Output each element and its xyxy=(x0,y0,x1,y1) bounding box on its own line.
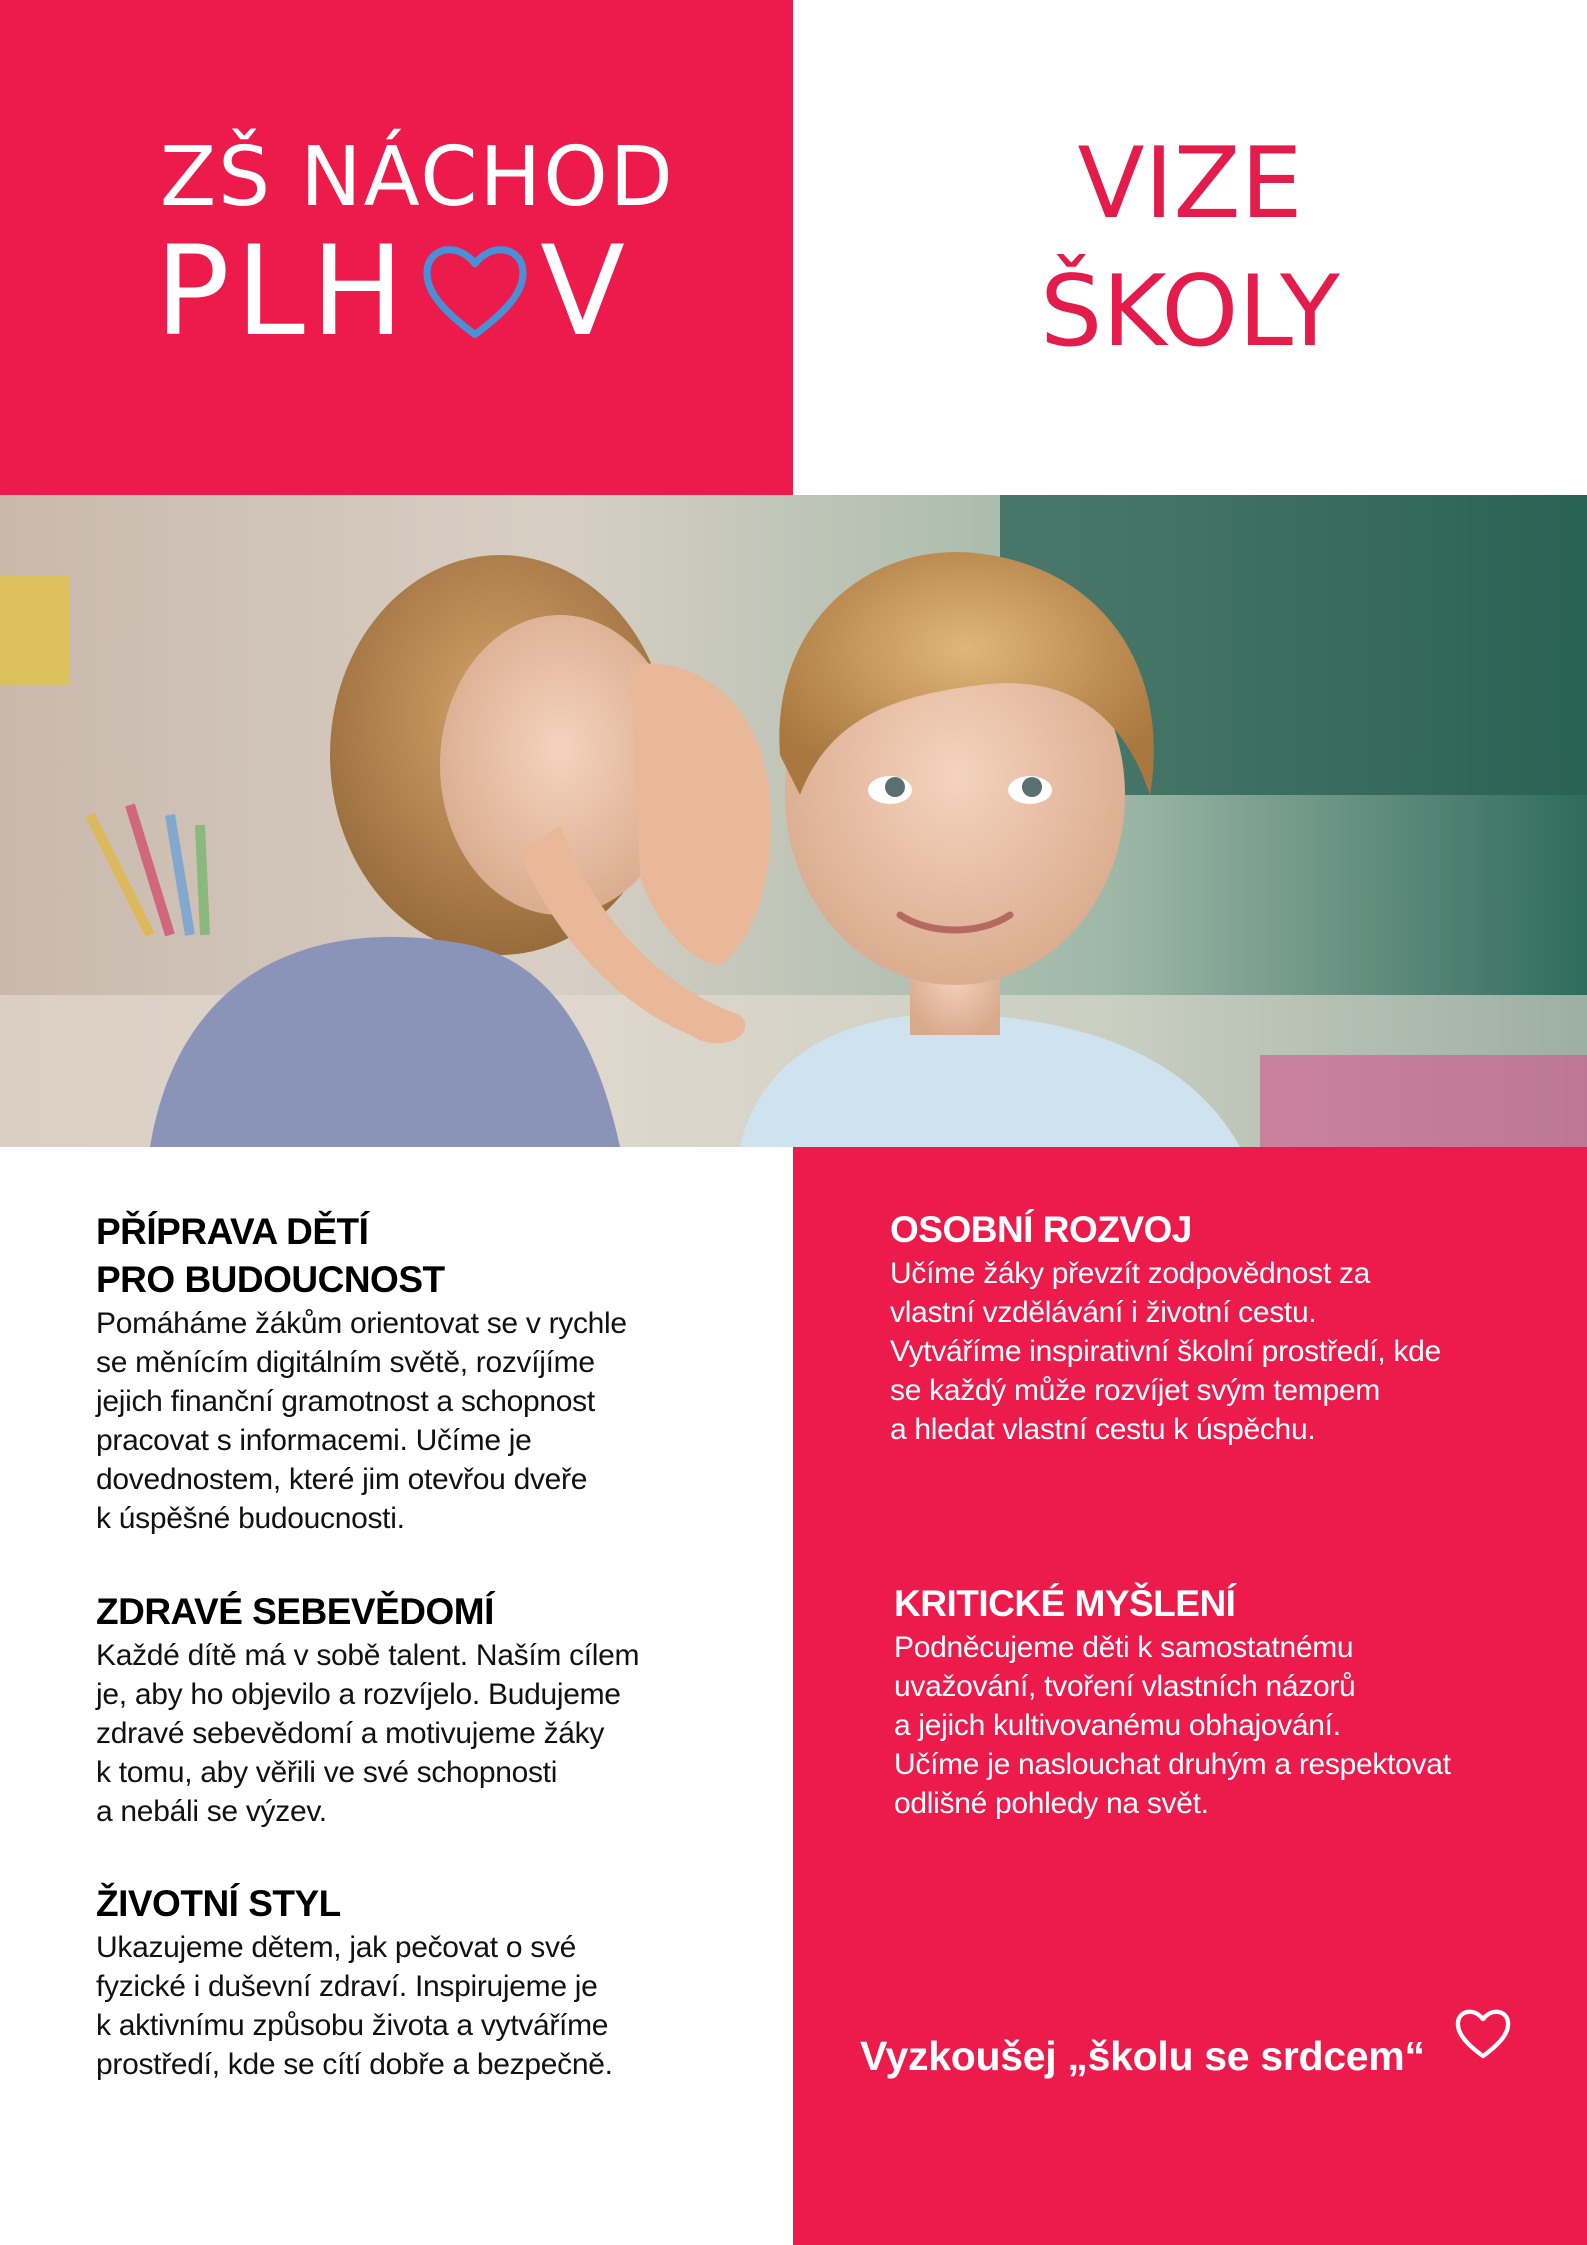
logo-school-name: ZŠ NÁCHOD xyxy=(160,130,675,225)
body-line: a jejich kultivovanému obhajování. xyxy=(894,1709,1341,1742)
body-line: zdravé sebevědomí a motivujeme žáky xyxy=(96,1717,605,1750)
heading-line: PŘÍPRAVA DĚTÍ xyxy=(96,1211,369,1252)
logo-wordmark-start: PLH xyxy=(155,220,411,364)
section-heading: ZDRAVÉ SEBEVĚDOMÍ xyxy=(96,1591,494,1632)
body-line: odlišné pohledy na svět. xyxy=(894,1787,1209,1820)
section-future-preparation xyxy=(96,1208,736,1538)
body-line: a nebáli se výzev. xyxy=(96,1795,327,1828)
children-whispering-photo xyxy=(0,495,1587,1147)
body-line: je, aby ho objevilo a rozvíjelo. Budujeme xyxy=(96,1678,621,1711)
body-line: dovednostem, které jim otevřou dveře xyxy=(96,1463,588,1496)
body-line: Učíme je naslouchat druhým a respektovat xyxy=(894,1748,1451,1781)
heart-outline-icon xyxy=(1452,2003,1514,2061)
section-heading xyxy=(96,1208,736,1304)
body-line: k tomu, aby věřili ve své schopnosti xyxy=(96,1756,558,1789)
body-line: Učíme žáky převzít zodpovědnost za xyxy=(890,1257,1371,1290)
body-line: k aktivnímu způsobu života a vytváříme xyxy=(96,2009,609,2042)
section-body xyxy=(894,1628,1534,1823)
heading-line: PRO BUDOUCNOST xyxy=(96,1259,445,1300)
title-line-1: VIZE xyxy=(1077,127,1303,241)
body-line: Vytváříme inspirativní školní prostředí, kde xyxy=(890,1335,1441,1368)
page-title xyxy=(793,120,1587,376)
body-line: pracovat s informacemi. Učíme je xyxy=(96,1424,532,1457)
body-line: se každý může rozvíjet svým tempem xyxy=(890,1374,1380,1407)
section-heading: KRITICKÉ MYŠLENÍ xyxy=(894,1583,1236,1624)
hero-photo xyxy=(0,495,1587,1147)
body-line: prostředí, kde se cítí dobře a bezpečně. xyxy=(96,2048,613,2081)
body-line: k úspěšné budoucnosti. xyxy=(96,1502,405,1535)
cta-slogan: Vyzkoušej „školu se srdcem“ xyxy=(860,2033,1425,2079)
body-line: a hledat vlastní cestu k úspěchu. xyxy=(890,1413,1316,1446)
section-personal-development xyxy=(890,1206,1530,1449)
body-line: uvažování, tvoření vlastních názorů xyxy=(894,1670,1356,1703)
section-body xyxy=(96,1636,736,1831)
logo-wordmark-end: V xyxy=(540,220,631,364)
section-body xyxy=(890,1254,1530,1449)
section-body xyxy=(96,1304,736,1538)
section-heading: OSOBNÍ ROZVOJ xyxy=(890,1209,1192,1250)
section-heading: ŽIVOTNÍ STYL xyxy=(96,1883,341,1924)
section-critical-thinking xyxy=(894,1580,1534,1823)
body-line: fyzické i duševní zdraví. Inspirujeme je xyxy=(96,1970,598,2003)
section-lifestyle xyxy=(96,1880,736,2084)
heart-outline-icon xyxy=(416,233,534,351)
title-line-2: ŠKOLY xyxy=(1040,255,1340,369)
body-line: Pomáháme žákům orientovat se v rychle xyxy=(96,1307,627,1340)
logo-wordmark xyxy=(155,220,631,364)
body-line: jejich finanční gramotnost a schopnost xyxy=(96,1385,595,1418)
body-line: Každé dítě má v sobě talent. Naším cílem xyxy=(96,1639,640,1672)
body-line: Ukazujeme dětem, jak pečovat o své xyxy=(96,1931,577,1964)
body-line: vlastní vzdělávání i životní cestu. xyxy=(890,1296,1317,1329)
body-line: Podněcujeme děti k samostatnému xyxy=(894,1631,1354,1664)
body-line: se měnícím digitálním světě, rozvíjíme xyxy=(96,1346,595,1379)
section-healthy-confidence xyxy=(96,1588,736,1831)
section-body xyxy=(96,1928,736,2084)
